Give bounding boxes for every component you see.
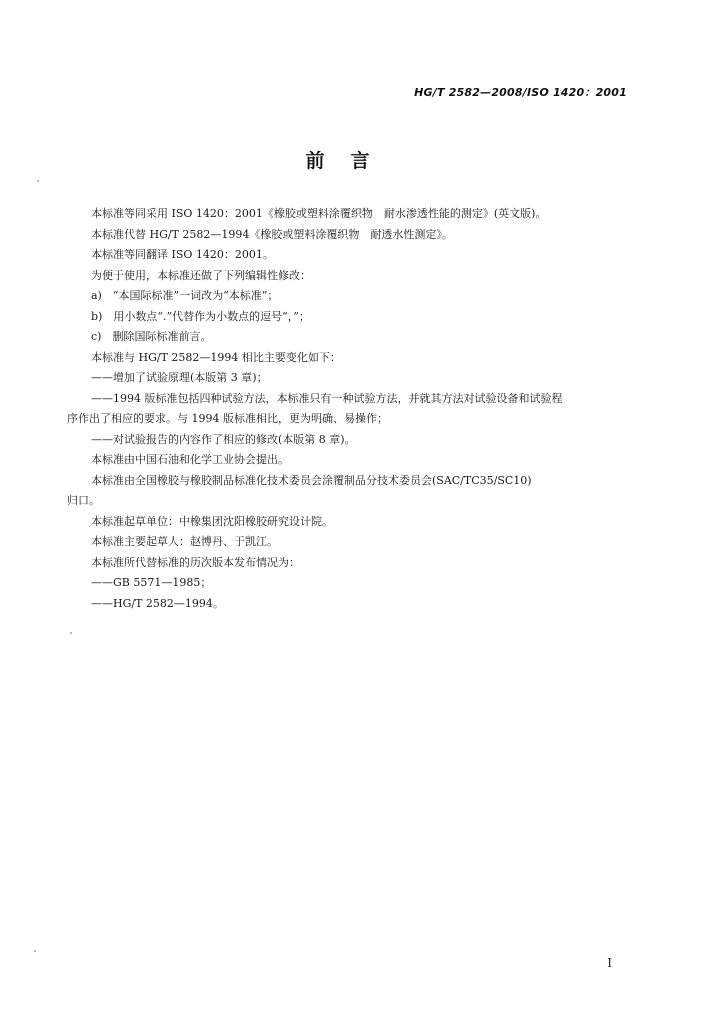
change-item-methods-line2: 序作出了相应的要求。与 1994 版标准相比，更为明确、易操作； (67, 412, 388, 425)
paragraph-committee-line1: 本标准由全国橡胶与橡胶制品标准化技术委员会涂覆制品分技术委员会(SAC/TC35/SC10) (91, 473, 532, 487)
page-title: 前言 (305, 150, 396, 172)
paragraph-changes-intro: 本标准与 HG/T 2582—1994 相比主要变化如下： (91, 350, 341, 364)
history-item-gb: ——GB 5571—1985； (91, 576, 212, 589)
paragraph-drafters: 本标准主要起草人：赵博丹、于凯江。 (91, 535, 278, 548)
paragraph-adoption: 本标准等同采用 ISO 1420：2001《橡胶或塑料涂覆织物 耐水渗透性能的测定》(英文版)。 (91, 207, 547, 220)
paragraph-committee (67, 471, 629, 512)
paragraph-drafting-unit: 本标准起草单位：中橡集团沈阳橡胶研究设计院。 (91, 514, 333, 528)
paragraph-history-intro: 本标准所代替标准的历次版本发布情况为： (91, 555, 300, 569)
change-item-methods (67, 389, 629, 430)
list-item-b: b) 用小数点“.”代替作为小数点的逗号“，”； (91, 309, 310, 323)
page-number: I (607, 956, 612, 970)
standard-number-header: HG/T 2582—2008/ISO 1420：2001 (414, 86, 627, 99)
change-item-methods-line1: ——1994 版标准包括四种试验方法，本标准只有一种试验方法，并就其方法对试验设备和试验程 (91, 391, 563, 405)
scan-speck (37, 180, 39, 182)
paragraph-translation: 本标准等同翻译 ISO 1420：2001。 (91, 248, 274, 261)
paragraph-committee-line2: 归口。 (67, 494, 100, 507)
preface-body (67, 204, 629, 614)
scan-speck (70, 632, 72, 634)
change-item-report: ——对试验报告的内容作了相应的修改(本版第 8 章)。 (91, 432, 356, 446)
paragraph-replacement: 本标准代替 HG/T 2582—1994《橡胶或塑料涂覆织物 耐透水性测定》。 (91, 227, 453, 241)
list-item-a: a) “本国际标准”一词改为“本标准”； (91, 289, 279, 302)
change-item-principle: ——增加了试验原理(本版第 3 章)； (91, 371, 268, 384)
list-item-c: c) 删除国际标准前言。 (91, 330, 212, 343)
scan-speck (34, 950, 36, 952)
paragraph-proposer: 本标准由中国石油和化学工业协会提出。 (91, 453, 289, 466)
paragraph-editorial-intro: 为便于使用，本标准还做了下列编辑性修改： (91, 268, 311, 282)
history-item-hg: ——HG/T 2582—1994。 (91, 596, 224, 610)
